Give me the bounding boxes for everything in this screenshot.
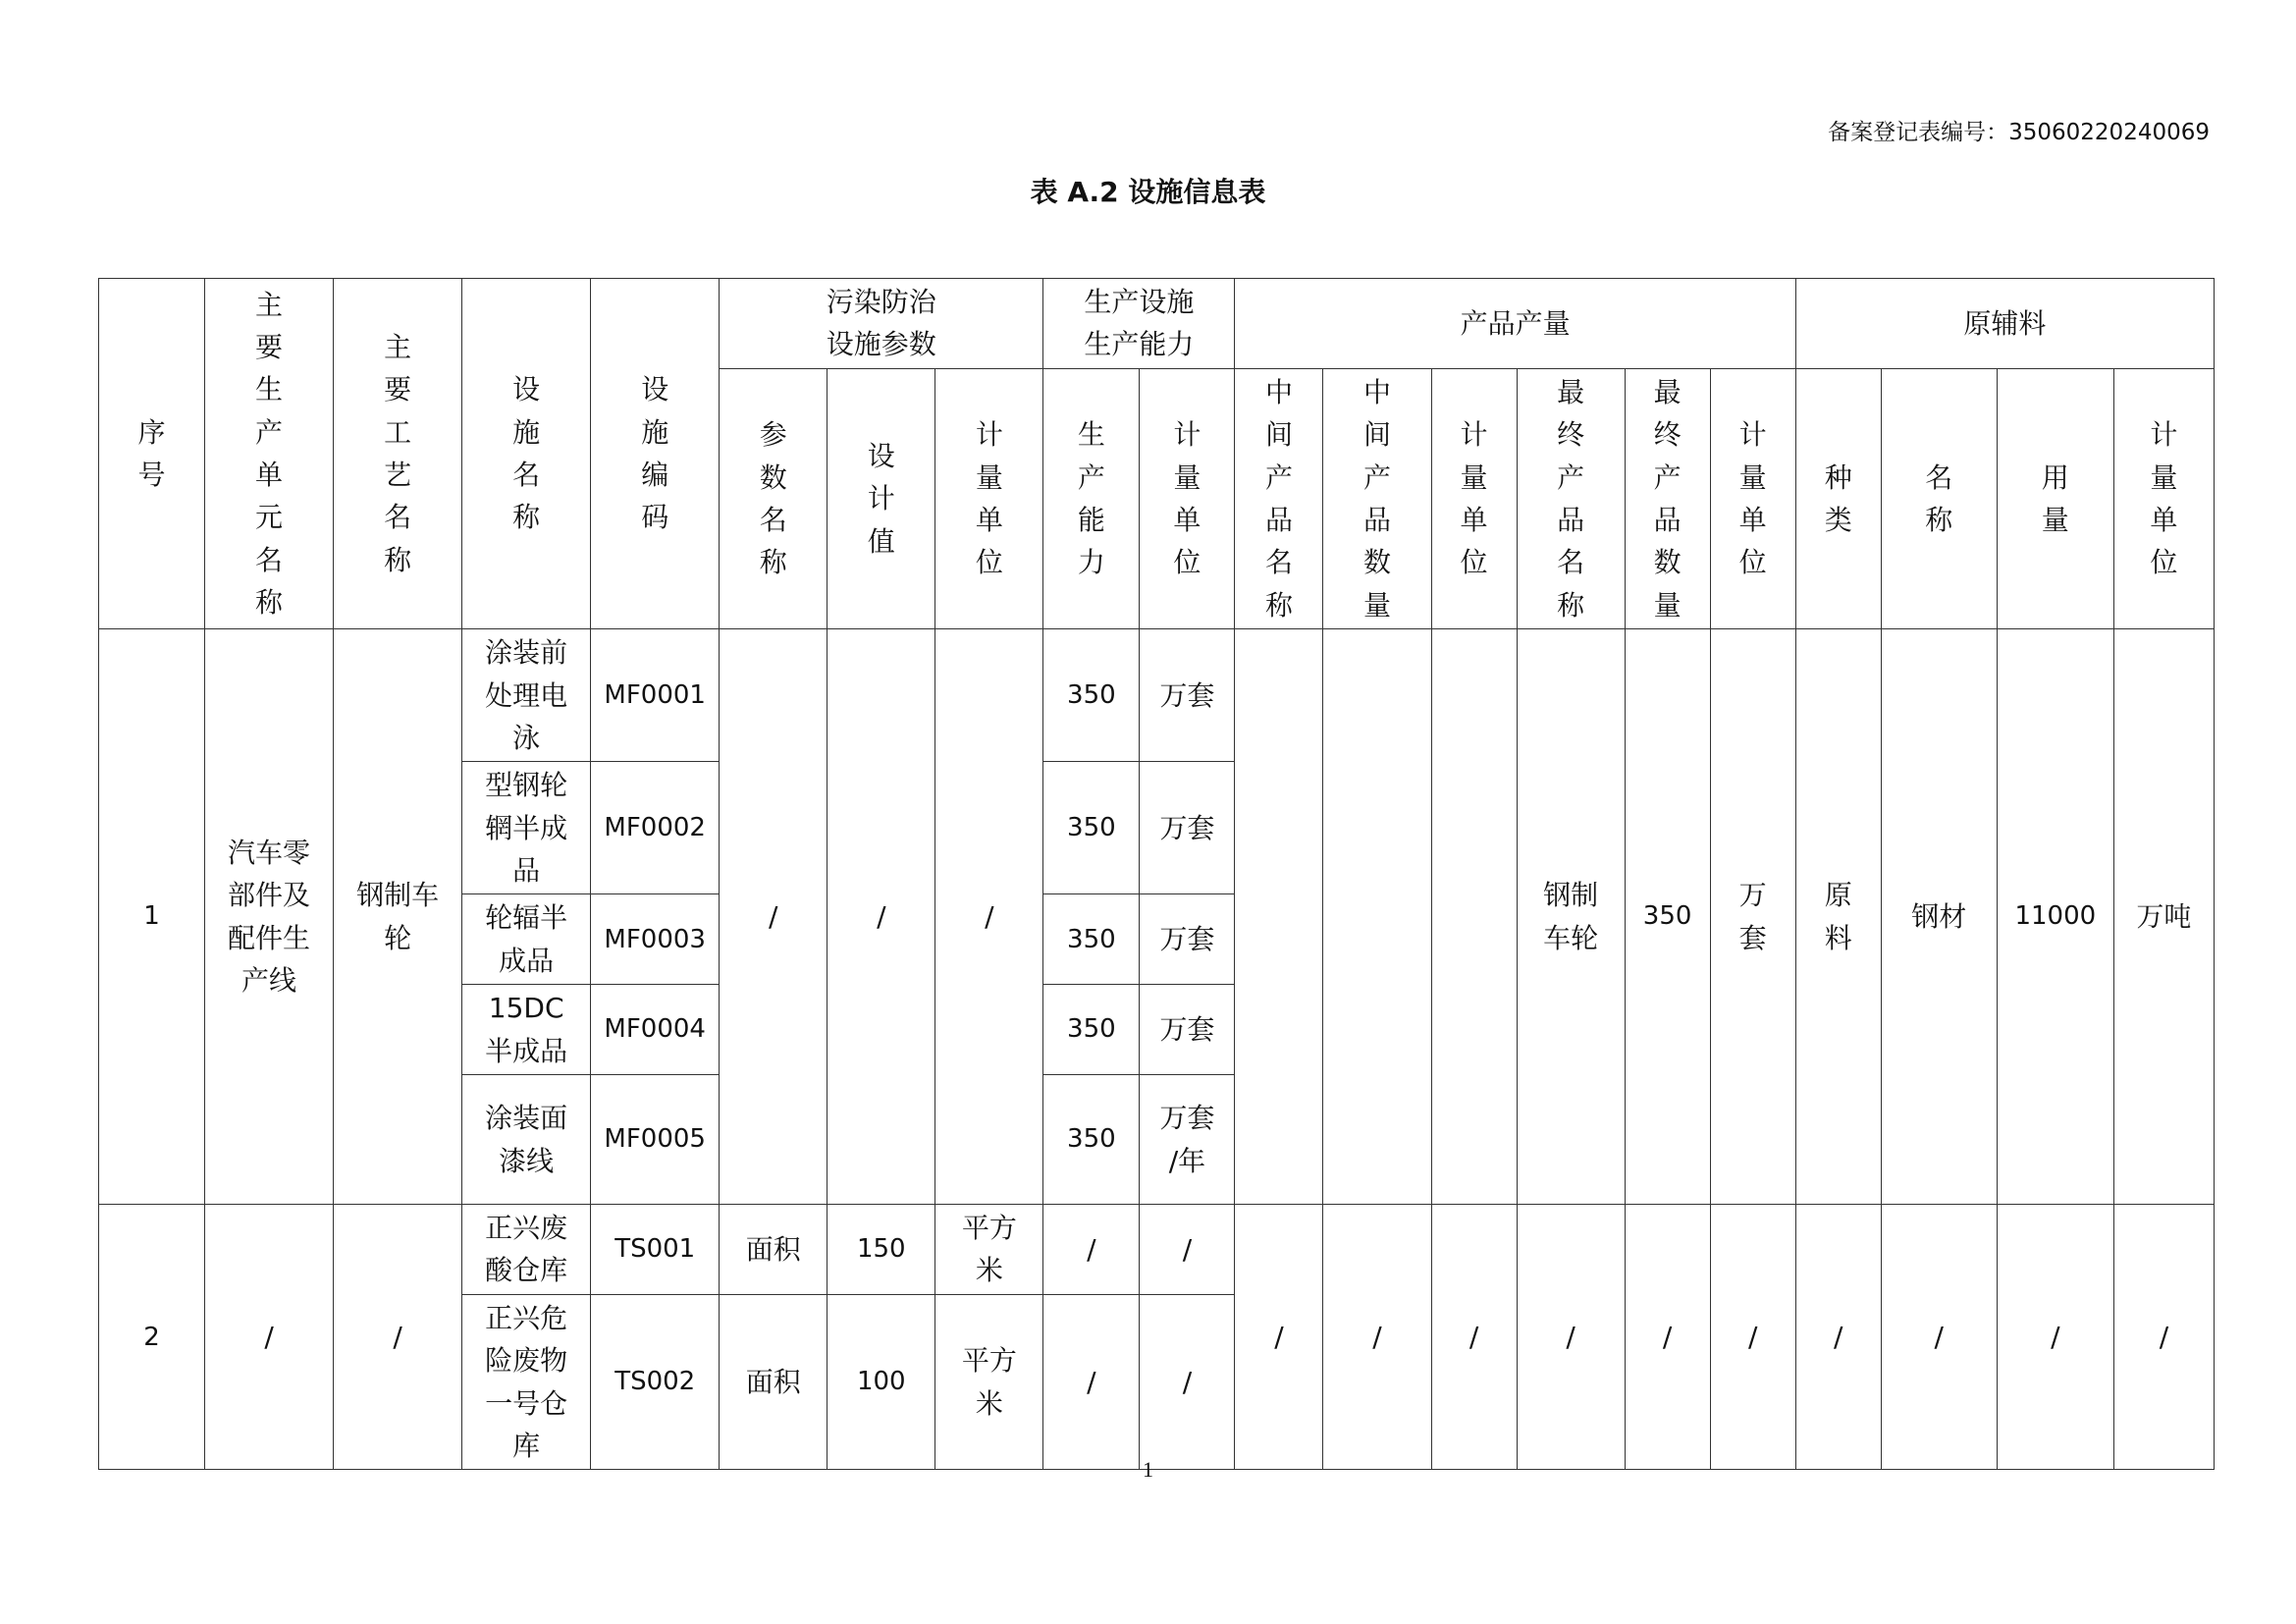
header-mat-name: 名 称 [1881,368,1997,628]
row1-capacity-unit: 万套 [1140,985,1235,1075]
row2-process-name: / [334,1205,462,1470]
row2-facility-name: 正兴危 险废物 一号仓 库 [462,1294,591,1470]
row2-param-unit: 平方 米 [935,1294,1043,1470]
header-mat-usage: 用 量 [1997,368,2113,628]
row1-final-qty: 350 [1625,629,1710,1205]
row1-unit-name: 汽车零 部件及 配件生 产线 [205,629,334,1205]
row1-mat-type: 原 料 [1795,629,1881,1205]
facility-info-table [98,278,2215,1470]
row1-mid-qty [1323,629,1431,1205]
row2-seq: 2 [99,1205,205,1470]
registration-number: 备案登记表编号：35060220240069 [1828,120,2210,145]
table-row [99,629,2215,762]
row1-facility-code: MF0005 [591,1075,720,1205]
header-mid-qty: 中 间 产 品 数 量 [1323,368,1431,628]
header-mat-type: 种 类 [1795,368,1881,628]
row2-facility-code: TS001 [591,1205,720,1295]
row1-mat-usage: 11000 [1997,629,2113,1205]
row2-mid-qty: / [1323,1205,1431,1470]
row2-capacity: / [1043,1294,1140,1470]
row1-final-unit: 万 套 [1710,629,1795,1205]
header-mat-unit: 计 量 单 位 [2113,368,2214,628]
header-mid-name: 中 间 产 品 名 称 [1235,368,1323,628]
header-materials-group: 原辅料 [1795,279,2214,369]
header-capacity-unit: 计 量 单 位 [1140,368,1235,628]
row1-facility-name: 轮辐半 成品 [462,894,591,985]
header-final-unit: 计 量 单 位 [1710,368,1795,628]
header-param-name: 参 数 名 称 [720,368,828,628]
row1-capacity: 350 [1043,894,1140,985]
row2-facility-code: TS002 [591,1294,720,1470]
header-unit-name: 主 要 生 产 单 元 名 称 [205,279,334,629]
row1-facility-name: 型钢轮 辋半成 品 [462,762,591,894]
header-seq: 序 号 [99,279,205,629]
row1-capacity: 350 [1043,1075,1140,1205]
row1-process-name: 钢制车 轮 [334,629,462,1205]
table-title: 表 A.2 设施信息表 [1030,176,1266,208]
row1-capacity-unit: 万套 [1140,894,1235,985]
row2-facility-name: 正兴废 酸仓库 [462,1205,591,1295]
row2-mid-name: / [1235,1205,1323,1470]
row1-facility-name: 涂装面 漆线 [462,1075,591,1205]
row1-final-name: 钢制 车轮 [1517,629,1625,1205]
row1-capacity: 350 [1043,629,1140,762]
row2-capacity-unit: / [1140,1205,1235,1295]
header-capacity-group: 生产设施 生产能力 [1043,279,1235,369]
row1-design-value: / [828,629,935,1205]
row1-facility-code: MF0004 [591,985,720,1075]
header-capacity: 生 产 能 力 [1043,368,1140,628]
row1-capacity-unit: 万套 [1140,762,1235,894]
row1-facility-name: 涂装前 处理电 泳 [462,629,591,762]
row2-param-name: 面积 [720,1294,828,1470]
row1-param-unit: / [935,629,1043,1205]
row2-param-name: 面积 [720,1205,828,1295]
row2-capacity: / [1043,1205,1140,1295]
row2-design-value: 100 [828,1294,935,1470]
header-mid-unit: 计 量 单 位 [1431,368,1517,628]
row2-unit-name: / [205,1205,334,1470]
row1-seq: 1 [99,629,205,1205]
row1-facility-name: 15DC 半成品 [462,985,591,1075]
row1-mat-unit: 万吨 [2113,629,2214,1205]
header-design-value: 设 计 值 [828,368,935,628]
row2-mat-name: / [1881,1205,1997,1470]
row1-mid-unit [1431,629,1517,1205]
page-number: 1 [1143,1457,1153,1482]
header-pollution-group: 污染防治 设施参数 [720,279,1043,369]
row2-mat-unit: / [2113,1205,2214,1470]
row2-final-unit: / [1710,1205,1795,1470]
row2-final-qty: / [1625,1205,1710,1470]
header-row [99,279,2215,369]
row1-param-name: / [720,629,828,1205]
row2-design-value: 150 [828,1205,935,1295]
header-facility-name: 设 施 名 称 [462,279,591,629]
header-process-name: 主 要 工 艺 名 称 [334,279,462,629]
header-facility-code: 设 施 编 码 [591,279,720,629]
row2-mat-usage: / [1997,1205,2113,1470]
row2-mat-type: / [1795,1205,1881,1470]
header-final-name: 最 终 产 品 名 称 [1517,368,1625,628]
row1-capacity-unit: 万套 /年 [1140,1075,1235,1205]
row2-mid-unit: / [1431,1205,1517,1470]
header-param-unit: 计 量 单 位 [935,368,1043,628]
row1-facility-code: MF0003 [591,894,720,985]
header-output-group: 产品产量 [1235,279,1795,369]
row2-param-unit: 平方 米 [935,1205,1043,1295]
table-row [99,1205,2215,1295]
row1-mid-name [1235,629,1323,1205]
row1-facility-code: MF0001 [591,629,720,762]
row2-capacity-unit: / [1140,1294,1235,1470]
row2-final-name: / [1517,1205,1625,1470]
row1-mat-name: 钢材 [1881,629,1997,1205]
row1-capacity: 350 [1043,762,1140,894]
header-final-qty: 最 终 产 品 数 量 [1625,368,1710,628]
row1-capacity-unit: 万套 [1140,629,1235,762]
row1-facility-code: MF0002 [591,762,720,894]
row1-capacity: 350 [1043,985,1140,1075]
